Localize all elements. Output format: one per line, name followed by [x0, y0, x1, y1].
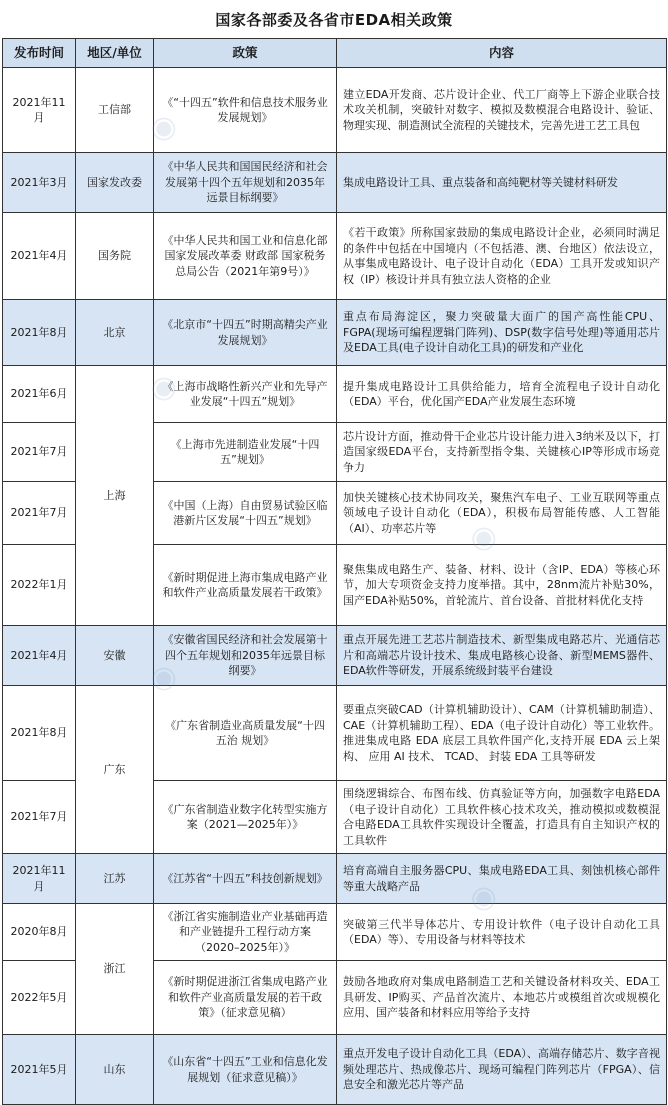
row-date: 2021年11月	[3, 68, 76, 153]
row-region: 工信部	[76, 68, 154, 153]
table-row	[3, 68, 667, 153]
row-content: 要重点突破CAD（计算机辅助设计）、CAM（计算机辅助制造）、CAE（计算机辅助工程）、EDA（电子设计自动化）等工业软件。推进集成电路 EDA 底层工具软件国产化,支持开展 EDA 云上架构、 应用 AI 技术、 TCAD、 封装 EDA 工具等研发	[337, 686, 667, 781]
row-date: 2021年7月	[3, 423, 76, 482]
table-row	[3, 686, 667, 781]
table-row	[3, 213, 667, 300]
row-region: 北京	[76, 300, 154, 366]
row-policy: 《“十四五”软件和信息技术服务业发展规划》	[154, 68, 337, 153]
row-region: 广东	[76, 686, 154, 854]
row-region: 浙江	[76, 904, 154, 1035]
row-policy: 《上海市先进制造业发展“十四五”规划》	[154, 423, 337, 482]
row-policy: 《中华人民共和国工业和信息化部 国家发展改革委 财政部 国家税务总局公告（2021年第9号）》	[154, 213, 337, 300]
row-content: 重点开展先进工艺芯片制造技术、新型集成电路芯片、光通信芯片和高端芯片设计技术、集成电路核心设备、新型MEMS器件、EDA软件等研发，开展系统级封装平台建设	[337, 626, 667, 686]
watermark-logo: ◉	[464, 516, 503, 559]
row-policy: 《中华人民共和国国民经济和社会发展第十四个五年规划和2035年远景目标纲要》	[154, 153, 337, 213]
header-content: 内容	[337, 39, 667, 68]
row-date: 2021年8月	[3, 300, 76, 366]
table-title: 国家各部委及各省市EDA相关政策	[215, 10, 453, 29]
row-policy: 《中国（上海）自由贸易试验区临港新片区发展“十四五”规划》	[154, 482, 337, 545]
row-content: 芯片设计方面，推动骨干企业芯片设计能力进入3纳米及以下，打造国家级EDA平台，支持新型指令集、关键核心IP等形成市场竞争力	[337, 423, 667, 482]
row-date: 2021年11月	[3, 854, 76, 904]
row-policy: 《安徽省国民经济和社会发展第十四个五年规划和2035年远景目标纲要》	[154, 626, 337, 686]
row-date: 2021年3月	[3, 153, 76, 213]
row-region: 上海	[76, 366, 154, 626]
table-row	[3, 626, 667, 686]
table-row	[3, 904, 667, 961]
row-date: 2021年8月	[3, 686, 76, 781]
row-date: 2021年6月	[3, 366, 76, 423]
row-region: 安徽	[76, 626, 154, 686]
row-date: 2021年5月	[3, 1035, 76, 1105]
row-policy: 《新时期促进上海市集成电路产业和软件产业高质量发展若干政策》	[154, 545, 337, 626]
table-row	[3, 854, 667, 904]
header-region: 地区/单位	[76, 39, 154, 68]
row-date: 2021年4月	[3, 213, 76, 300]
row-content: 《若干政策》所称国家鼓励的集成电路设计企业，必须同时满足的条件中包括在中国境内（不包括港、澳、台地区）依法设立，从事集成电路设计、电子设计自动化（EDA）工具开发或知识产权（IP）核设计并具有独立法人资格的企业	[337, 213, 667, 300]
row-content: 围绕逻辑综合、布图布线、仿真验证等方向，加强数字电路EDA（电子设计自动化）工具软件核心技术攻关，推动模拟或数模混合电路EDA工具软件实现设计全覆盖，打造具有自主知识产权的工具软件	[337, 781, 667, 854]
watermark-logo: ◉	[144, 366, 183, 409]
table-row	[3, 300, 667, 366]
row-region: 国务院	[76, 213, 154, 300]
policy-table	[2, 38, 667, 1105]
watermark-logo: ◉	[144, 106, 183, 149]
row-policy: 《北京市“十四五”时期高精尖产业发展规划》	[154, 300, 337, 366]
row-date: 2022年5月	[3, 961, 76, 1035]
row-policy: 《广东省制造业高质量发展“十四五治 规划》	[154, 686, 337, 781]
row-date: 2020年8月	[3, 904, 76, 961]
row-content: 建立EDA开发商、芯片设计企业、代工厂商等上下游企业联合技术攻关机制，突破针对数字、模拟及数模混合电路设计、验证、物理实现、制造测试全流程的关键技术，完善先进工艺工具包	[337, 68, 667, 153]
row-region: 江苏	[76, 854, 154, 904]
header-policy: 政策	[154, 39, 337, 68]
row-policy: 《山东省“十四五”工业和信息化发展规划（征求意见稿）》	[154, 1035, 337, 1105]
row-policy: 《广东省制造业数字化转型实施方案（2021—2025年）》	[154, 781, 337, 854]
row-date: 2021年7月	[3, 482, 76, 545]
table-row	[3, 153, 667, 213]
row-content: 培育高端自主服务器CPU、集成电路EDA工具、刻蚀机核心部件等重大战略产品	[337, 854, 667, 904]
header-date: 发布时间	[3, 39, 76, 68]
row-policy: 《浙江省实施制造业产业基础再造和产业链提升工程行动方案（2020–2025年）》	[154, 904, 337, 961]
row-content: 加快关键核心技术协同攻关，聚焦汽车电子、工业互联网等重点领域电子设计自动化（EDA），积极布局智能传感、人工智能（AI）、功率芯片等	[337, 482, 667, 545]
row-region: 山东	[76, 1035, 154, 1105]
header-row	[3, 39, 667, 68]
table-row	[3, 1035, 667, 1105]
table-row	[3, 366, 667, 423]
row-content: 集成电路设计工具、重点装备和高纯靶材等关键材料研发	[337, 153, 667, 213]
row-date: 2021年4月	[3, 626, 76, 686]
row-content: 提升集成电路设计工具供给能力，培育全流程电子设计自动化（EDA）平台，优化国产EDA产业发展生态环境	[337, 366, 667, 423]
row-date: 2021年7月	[3, 781, 76, 854]
row-content: 重点布局海淀区，聚力突破量大面广的国产高性能CPU、FGPA(现场可编程逻辑门阵列)、DSP(数字信号处理)等通用芯片及EDA工具(电子设计自动化工具)的研发和产业化	[337, 300, 667, 366]
row-policy: 《上海市战略性新兴产业和先导产业发展“十四五”规划》	[154, 366, 337, 423]
row-policy: 《江苏省“十四五”科技创新规划》	[154, 854, 337, 904]
row-region: 国家发改委	[76, 153, 154, 213]
row-policy: 《新时期促进浙江省集成电路产业和软件产业高质量发展的若干政策》（征求意见稿）	[154, 961, 337, 1035]
row-content: 突破第三代半导体芯片、专用设计软件（电子设计自动化工具（EDA）等）、专用设备与材料等技术	[337, 904, 667, 961]
row-content: 聚焦集成电路生产、装备、材料、设计（含IP、EDA）等核心环节，加大专项资金支持力度举措。其中，28nm流片补贴30%，国产EDA补贴50%，首轮流片、首台设备、首批材料优化支持	[337, 545, 667, 626]
row-content: 鼓励各地政府对集成电路制造工艺和关键设备材料攻关、EDA工具研发、IP购买、产品首次流片、本地芯片或模组首次或规模化应用、国产装备和材料应用等给予支持	[337, 961, 667, 1035]
row-date: 2022年1月	[3, 545, 76, 626]
row-content: 重点开发电子设计自动化工具（EDA）、高端存储芯片、数字音视频处理芯片、热成像芯片、现场可编程门阵列芯片（FPGA）、信息安全和激光芯片等产品	[337, 1035, 667, 1105]
